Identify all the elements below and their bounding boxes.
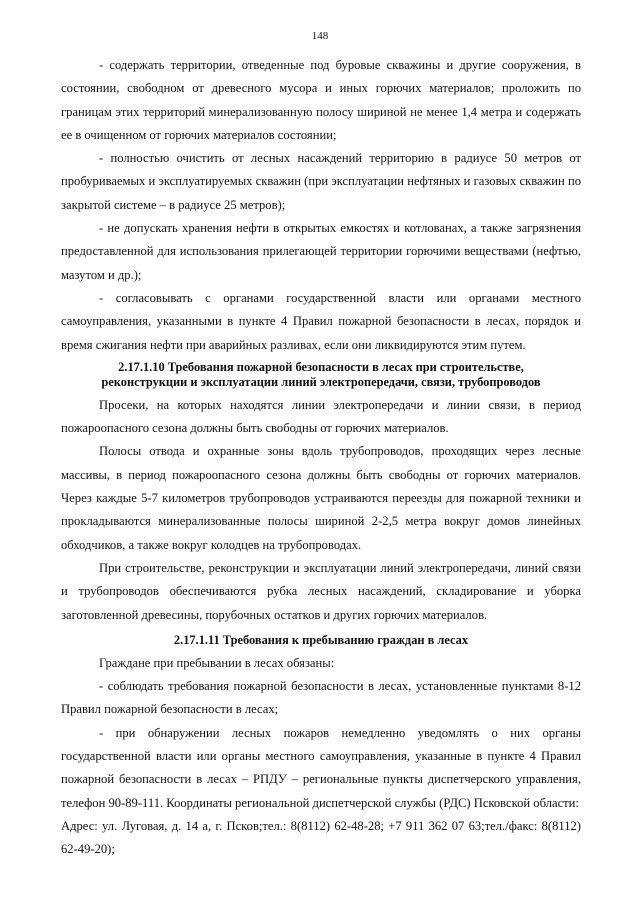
document-body xyxy=(61,54,581,862)
paragraph-3: - не допускать хранения нефти в открытых емкостях и котлованах, а также загрязнения предоставленной для использования прилегающей территории горючими веществами (нефтью, мазутом и др.); xyxy=(61,221,581,282)
address-paragraph: Адрес: ул. Луговая, д. 14 а, г. Псков;тел.: 8(8112) 62-48-28; +7 911 362 07 63;тел./факс: 8(8112) 62-49-20); xyxy=(61,818,581,857)
paragraph-10: - при обнаружении лесных пожаров немедленно уведомлять о них органы государственной власти или органы местного самоуправления, указанные в пункте 4 Правил пожарной безопасности в лесах – РПДУ – региональные пункты диспетчерского управления, телефон 90-89-111. Координаты региональной диспетчерской службы (РДС) Псковской области: xyxy=(61,725,581,810)
heading-line-1: 2.17.1.10 Требования пожарной безопасности в лесах при строительстве, xyxy=(118,359,524,374)
heading-line: 2.17.1.11 Требования к пребыванию граждан в лесах xyxy=(173,632,469,647)
paragraph-4: - согласовывать с органами государственной власти или органами местного самоуправления, указанными в пункте 4 Правил пожарной безопасности в лесах, порядок и время сжигания нефти при аварийных разливах, если они ликвидируются этим путем. xyxy=(61,290,581,352)
page-number: 148 xyxy=(311,30,329,42)
section-heading-2-17-1-10 xyxy=(61,357,581,394)
paragraph-7: При строительстве, реконструкции и эксплуатации линий электропередачи, линий связи и трубопроводов обеспечиваются рубка лесных насаждений, складирование и уборка заготовленной древесины, порубочных остатков и других горючих материалов. xyxy=(61,560,581,622)
paragraph-1: - содержать территории, отведенные под буровые скважины и другие сооружения, в состоянии, свободном от древесного мусора и иных горючих материалов; проложить по границам этих территорий минерализованную полосу шириной не менее 1,4 метра и содержать ее в очищенном от горючих материалов состоянии; xyxy=(61,58,581,142)
paragraph-8: Граждане при пребывании в лесах обязаны: xyxy=(99,655,335,670)
section-heading-2-17-1-11 xyxy=(61,627,581,652)
paragraph-9: - соблюдать требования пожарной безопасности в лесах, установленные пунктами 8-12 Правил пожарной безопасности в лесах; xyxy=(61,679,581,717)
paragraph-2: - полностью очистить от лесных насаждений территорию в радиусе 50 метров от пробуриваемых и эксплуатируемых скважин (при эксплуатации нефтяных и газовых скважин по закрытой системе – в радиусе 25 метров); xyxy=(61,151,581,212)
heading-line-2: реконструкции и эксплуатации линий электропередачи, связи, трубопроводов xyxy=(101,374,541,389)
paragraph-6: Полосы отвода и охранные зоны вдоль трубопроводов, проходящих через лесные массивы, в период пожароопасного сезона должны быть свободны от горючих материалов. Через каждые 5-7 километров трубопроводов устраиваются переезды для пожарной техники и прокладываются минерализованные полосы шириной 2-2,5 метра вокруг домов линейных обходчиков, а также вокруг колодцев на трубопроводах. xyxy=(61,444,581,552)
paragraph-5: Просеки, на которых находятся линии электропередачи и линии связи, в период пожароопасного сезона должны быть свободны от горючих материалов. xyxy=(61,397,581,436)
